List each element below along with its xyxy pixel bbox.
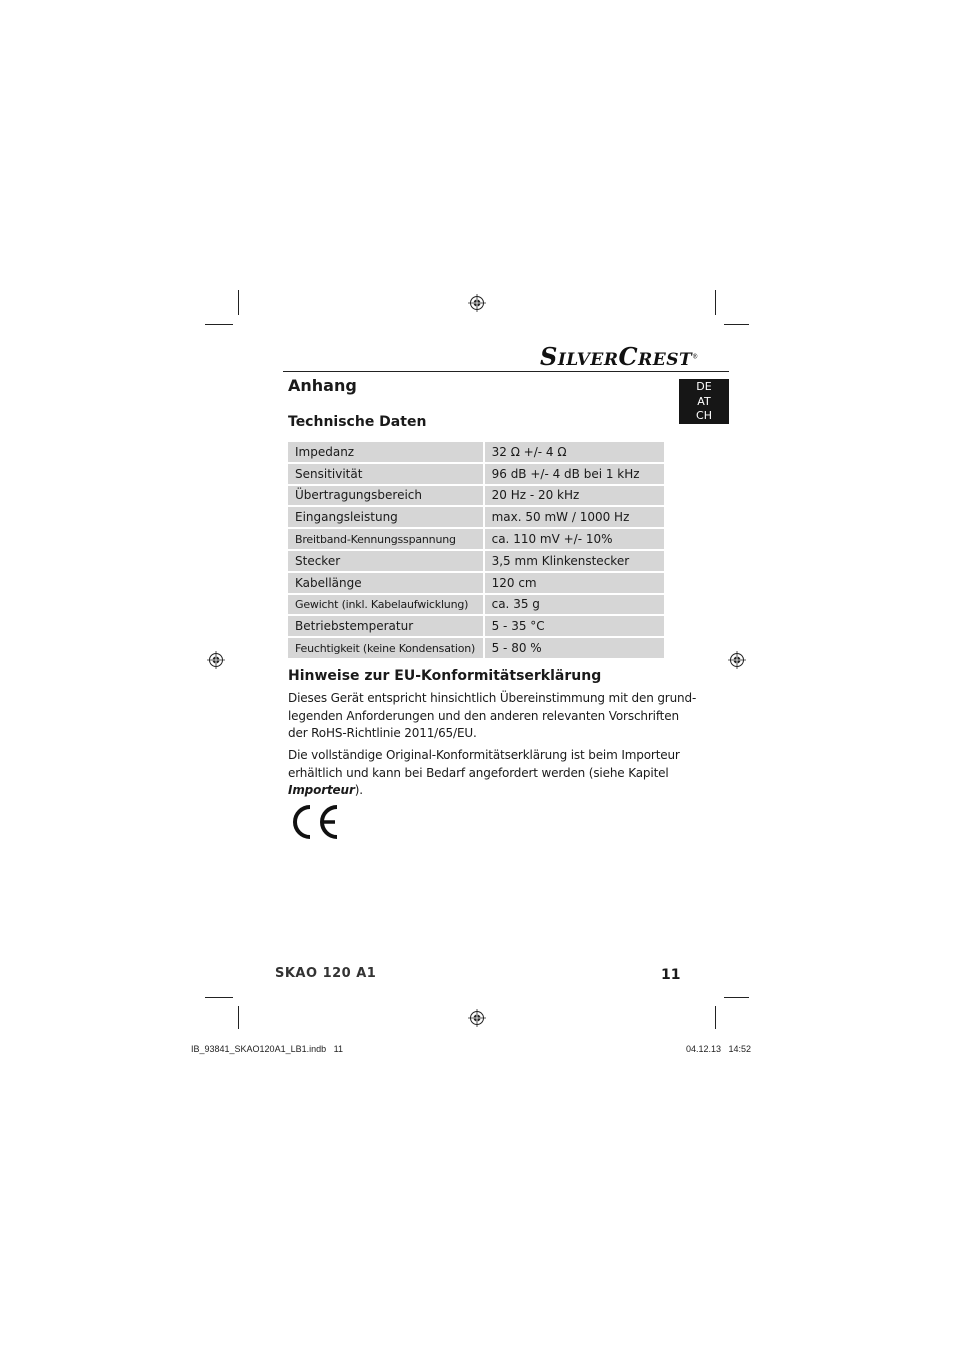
text-line: der RoHS-Richtlinie 2011/65/EU. xyxy=(288,726,477,740)
eu-conformity-heading: Hinweise zur EU-Konformitätserklärung xyxy=(288,668,602,684)
table-row xyxy=(288,573,664,593)
specs-table xyxy=(288,440,664,660)
spec-value: ca. 35 g xyxy=(485,595,664,615)
crop-mark xyxy=(715,290,716,315)
text-line: Die vollständige Original-Konformitätserklärung ist beim Importeur xyxy=(288,748,680,762)
spec-value: max. 50 mW / 1000 Hz xyxy=(485,507,664,527)
spec-label: Feuchtigkeit (keine Kondensation) xyxy=(288,638,485,658)
registration-mark-icon xyxy=(468,294,486,312)
table-row xyxy=(288,486,664,506)
crop-mark xyxy=(238,290,239,315)
spec-label: Impedanz xyxy=(288,442,485,462)
importeur-reference: Importeur xyxy=(288,783,355,797)
spec-value: 5 - 80 % xyxy=(485,638,664,658)
text-line: ). xyxy=(354,783,363,797)
crop-mark xyxy=(715,1006,716,1029)
table-row xyxy=(288,442,664,462)
language-tab xyxy=(679,379,729,424)
table-row xyxy=(288,595,664,615)
section-title: Anhang xyxy=(288,376,357,395)
eu-paragraph-2 xyxy=(288,747,680,800)
registration-mark-icon xyxy=(728,651,746,669)
spec-label: Betriebstemperatur xyxy=(288,616,485,636)
language-code: DE xyxy=(696,380,712,393)
crop-mark xyxy=(205,324,233,325)
tech-data-heading: Technische Daten xyxy=(288,414,427,430)
language-code: CH xyxy=(696,409,712,422)
print-slug-file: IB_93841_SKAO120A1_LB1.indb 11 xyxy=(191,1044,343,1054)
crop-mark xyxy=(238,1006,239,1029)
registration-mark-icon xyxy=(207,651,225,669)
ce-mark-icon xyxy=(288,802,344,842)
table-row xyxy=(288,551,664,571)
eu-paragraph-1 xyxy=(288,690,696,743)
spec-value: 3,5 mm Klinkenstecker xyxy=(485,551,664,571)
table-row xyxy=(288,529,664,549)
spec-value: ca. 110 mV +/- 10% xyxy=(485,529,664,549)
spec-value: 96 dB +/- 4 dB bei 1 kHz xyxy=(485,464,664,484)
spec-value: 32 Ω +/- 4 Ω xyxy=(485,442,664,462)
spec-value: 120 cm xyxy=(485,573,664,593)
model-number: SKAO 120 A1 xyxy=(275,966,377,981)
crop-mark xyxy=(724,997,749,998)
registered-mark: ® xyxy=(692,353,699,361)
spec-label: Eingangsleistung xyxy=(288,507,485,527)
print-slug-date: 04.12.13 14:52 xyxy=(686,1044,752,1054)
brand-logo xyxy=(540,342,699,371)
page-number: 11 xyxy=(661,967,681,983)
crop-mark xyxy=(724,324,749,325)
table-row xyxy=(288,507,664,527)
text-line: Dieses Gerät entspricht hinsichtlich Übereinstimmung mit den grund- xyxy=(288,691,697,705)
language-code: AT xyxy=(697,394,711,408)
table-row xyxy=(288,638,664,658)
spec-label: Kabellänge xyxy=(288,573,485,593)
crop-mark xyxy=(205,997,233,998)
spec-label: Breitband-Kennungsspannung xyxy=(288,529,485,549)
brand-initial: S xyxy=(540,342,558,371)
spec-label: Gewicht (inkl. Kabelaufwicklung) xyxy=(288,595,485,615)
registration-mark-icon xyxy=(468,1009,486,1027)
spec-label: Stecker xyxy=(288,551,485,571)
text-line: erhältlich und kann bei Bedarf angefordert werden (siehe Kapitel xyxy=(288,765,669,780)
table-row xyxy=(288,464,664,484)
text-line: legenden Anforderungen und den anderen relevanten Vorschriften xyxy=(288,708,679,723)
spec-value: 5 - 35 °C xyxy=(485,616,664,636)
spec-label: Übertragungsbereich xyxy=(288,486,485,506)
spec-value: 20 Hz - 20 kHz xyxy=(485,486,664,506)
spec-label: Sensitivität xyxy=(288,464,485,484)
brand-text: ILVER xyxy=(557,350,619,370)
brand-initial: C xyxy=(618,342,639,371)
table-row xyxy=(288,616,664,636)
brand-text: REST xyxy=(638,350,693,370)
header-rule xyxy=(283,371,729,372)
